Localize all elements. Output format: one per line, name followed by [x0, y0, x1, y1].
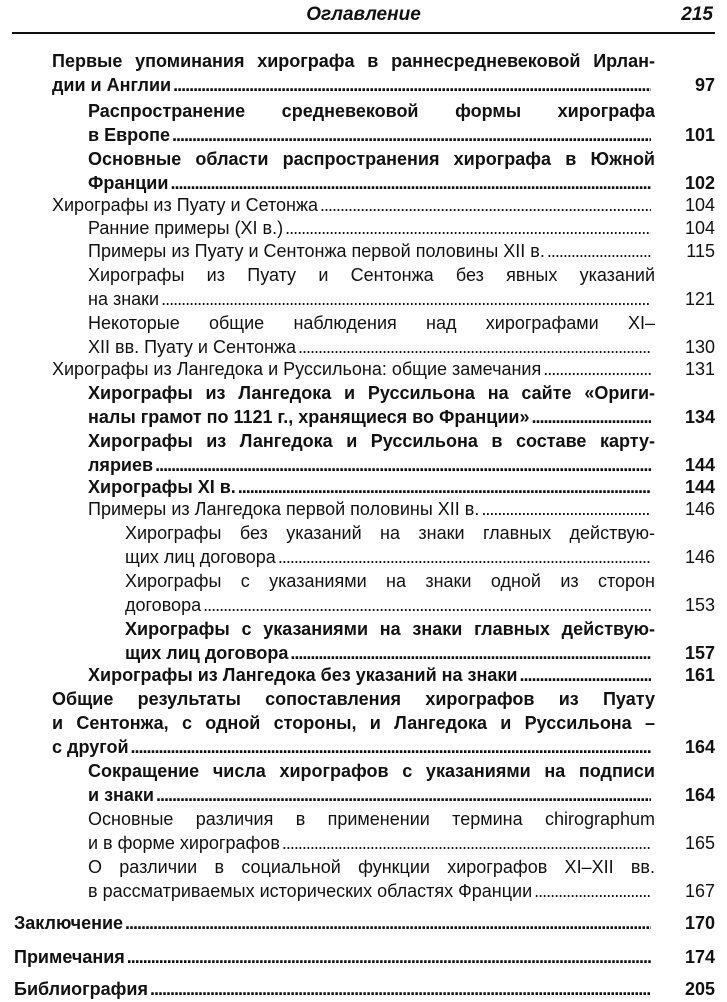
toc-entry-text: Примеры из Лангедока первой половины XII в. — [88, 499, 480, 519]
toc-entry-text: договора — [125, 595, 202, 615]
toc-page-number: 153 — [684, 595, 715, 615]
toc-page-number: 144 — [684, 477, 715, 497]
dot-leader — [481, 498, 651, 520]
toc-entry-text: Франции — [88, 173, 169, 193]
toc-entry-line — [88, 288, 655, 312]
toc-entry-text: и в форме хирографов — [88, 833, 280, 853]
toc-entry — [52, 358, 655, 382]
toc-page-number: 167 — [684, 881, 715, 901]
dot-leader — [534, 880, 651, 902]
toc-entry-line — [88, 217, 655, 241]
toc-entry-line — [52, 688, 655, 712]
toc-entry-line — [88, 382, 655, 406]
toc-entry — [88, 760, 655, 808]
toc-entry — [88, 312, 655, 360]
toc-entry — [88, 476, 655, 500]
toc-entry-line — [88, 880, 655, 904]
toc-entry — [88, 240, 655, 264]
toc-page-number: 174 — [684, 947, 715, 967]
toc-entry-text: Библиография — [14, 979, 148, 999]
dot-leader — [298, 336, 651, 358]
toc-entry — [88, 100, 655, 148]
toc-entry-line — [88, 808, 655, 832]
toc-page-number: 131 — [684, 359, 715, 379]
toc-entry-text: Хирографы из Пуату и Сетонжа — [52, 195, 319, 215]
dot-leader — [156, 784, 651, 806]
dot-leader — [547, 240, 651, 262]
toc-entry — [52, 50, 655, 98]
toc-entry-line — [88, 100, 655, 124]
toc-entry-text: Хирографы XI в. — [88, 477, 236, 497]
toc-entry-line — [88, 312, 655, 336]
toc-entry-line — [125, 546, 655, 570]
toc-page-number: 104 — [684, 218, 715, 238]
toc-entry-line — [52, 736, 655, 760]
toc-entry — [88, 856, 655, 904]
dot-leader — [170, 172, 651, 194]
dot-leader — [285, 217, 651, 239]
dot-leader — [173, 74, 651, 96]
toc-entry-text: в рассматриваемых исторических областях Франции — [88, 881, 533, 901]
dot-leader — [320, 194, 651, 216]
toc-entry-line — [88, 784, 655, 808]
toc-entry — [14, 978, 655, 1002]
toc-entry-text: Основные различия в применении термина chirographum — [88, 809, 655, 829]
toc-entry-text: Ранние примеры (XI в.) — [88, 218, 284, 238]
toc-entry-text: Хирографы из Лангедока и Руссильона на сайте «Ориги- — [88, 383, 655, 403]
toc-entry-line — [125, 618, 655, 642]
toc-entry-line — [125, 522, 655, 546]
toc-entry-text: Хирографы из Пуату и Сентонжа без явных указаний — [88, 265, 655, 285]
toc-entry-line — [14, 978, 655, 1002]
toc-entry-line — [88, 476, 655, 500]
toc-entry-line — [125, 642, 655, 666]
toc-entry-text: в Европе — [88, 125, 171, 145]
toc-entry-line — [88, 406, 655, 430]
toc-entry-text: Распространение средневековой формы хирографа — [88, 101, 655, 121]
toc-page-number: 170 — [684, 913, 715, 933]
toc-entry — [52, 194, 655, 218]
toc-entry — [88, 808, 655, 856]
toc-entry — [125, 570, 655, 618]
dot-leader — [150, 978, 651, 1000]
toc-entry-line — [88, 124, 655, 148]
toc-entry-line — [88, 664, 655, 688]
toc-entry-text: Некоторые общие наблюдения над хирографами XI– — [88, 313, 655, 333]
toc-entry-text: дии и Англии — [52, 75, 172, 95]
toc-entry-line — [88, 832, 655, 856]
dot-leader — [531, 406, 651, 428]
toc-entry-text: и Сентонжа, с одной стороны, и Лангедока и Руссильона – — [52, 713, 655, 733]
toc-entry-line — [88, 148, 655, 172]
toc-page-number: 165 — [684, 833, 715, 853]
toc-page-number: 97 — [694, 75, 715, 95]
toc-entry-line — [88, 760, 655, 784]
toc-entry-line — [88, 856, 655, 880]
toc-entry-text: XII вв. Пуату и Сентонжа — [88, 337, 296, 357]
toc-entry-line — [52, 712, 655, 736]
dot-leader — [155, 454, 651, 476]
dot-leader — [131, 736, 651, 758]
toc-entry-text: на знаки — [88, 289, 160, 309]
toc-entry-line — [52, 50, 655, 74]
toc-entry-line — [125, 570, 655, 594]
toc-entry-line — [88, 172, 655, 196]
toc-entry-line — [52, 358, 655, 382]
dot-leader — [278, 546, 651, 568]
dot-leader — [282, 832, 651, 854]
toc-entry — [14, 946, 655, 970]
toc-page-number: 205 — [684, 979, 715, 999]
toc-page-number: 144 — [684, 455, 715, 475]
toc-entry — [88, 264, 655, 312]
toc-entry-text: ляриев — [88, 455, 154, 475]
dot-leader — [125, 912, 651, 934]
toc-entry — [125, 522, 655, 570]
toc-entry-text: щих лиц договора — [125, 643, 289, 663]
toc-entry-text: Сокращение числа хирографов с указаниями на подписи — [88, 761, 655, 781]
toc-entry-line — [88, 498, 655, 522]
toc-entry — [88, 382, 655, 430]
toc-entry-text: с другой — [52, 737, 129, 757]
toc-entry-line — [52, 74, 655, 98]
toc-entry-line — [14, 946, 655, 970]
page-number: 215 — [681, 4, 713, 25]
toc-entry — [52, 688, 655, 760]
toc-entry — [88, 217, 655, 241]
toc-page-number: 146 — [684, 499, 715, 519]
toc-entry-line — [14, 912, 655, 936]
dot-leader — [203, 594, 651, 616]
dot-leader — [290, 642, 651, 664]
toc-entry — [125, 618, 655, 666]
toc-entry-line — [125, 594, 655, 618]
toc-entry-text: Основные области распространения хирографа в Южной — [88, 149, 655, 169]
toc-page-number: 104 — [684, 195, 715, 215]
toc-entry — [88, 430, 655, 478]
toc-page-number: 134 — [684, 407, 715, 427]
toc-page-number: 161 — [684, 665, 715, 685]
toc-entry-line — [52, 194, 655, 218]
toc-entry-line — [88, 264, 655, 288]
toc-entry-text: Хирографы с указаниями на знаки главных действую- — [125, 619, 655, 639]
toc-page-number: 146 — [684, 547, 715, 567]
dot-leader — [543, 358, 651, 380]
dot-leader — [519, 664, 651, 686]
toc-entry-text: Заключение — [14, 913, 124, 933]
dot-leader — [161, 288, 651, 310]
dot-leader — [172, 124, 651, 146]
dot-leader — [127, 946, 651, 968]
dot-leader — [238, 476, 651, 498]
toc-entry-text: Хирографы без указаний на знаки главных действую- — [125, 523, 655, 543]
toc-entry-text: щих лиц договора — [125, 547, 276, 567]
toc-entry-text: налы грамот по 1121 г., хранящиеся во Франции» — [88, 407, 530, 427]
toc-page-number: 115 — [686, 241, 715, 261]
toc-entry — [88, 148, 655, 196]
toc-page-number: 101 — [684, 125, 715, 145]
toc-entry-line — [88, 240, 655, 264]
toc-entry — [14, 912, 655, 936]
toc-entry — [88, 498, 655, 522]
toc-entry-text: и знаки — [88, 785, 154, 805]
toc-entry-text: Примеры из Пуату и Сентонжа первой половины XII в. — [88, 241, 545, 261]
toc-entry-line — [88, 430, 655, 454]
toc-entry-text: Примечания — [14, 947, 125, 967]
toc-entry-text: Хирографы с указаниями на знаки одной из сторон — [125, 571, 655, 591]
toc-page-number: 157 — [684, 643, 715, 663]
toc-entry-line — [88, 454, 655, 478]
toc-entry-text: Первые упоминания хирографа в раннесредневековой Ирлан- — [52, 51, 655, 71]
toc-entry — [88, 664, 655, 688]
toc-entry-text: Хирографы из Лангедока без указаний на знаки — [88, 665, 518, 685]
toc-entry-text: О различии в социальной функции хирографов XI–XII вв. — [88, 857, 655, 877]
toc-entry-text: Хирографы из Лангедока и Руссильона в составе карту- — [88, 431, 655, 451]
toc-page-number: 121 — [684, 289, 715, 309]
toc-entry-text: Общие результаты сопоставления хирографов из Пуату — [52, 689, 655, 709]
toc-page-number: 164 — [684, 737, 715, 757]
page-title: Оглавление — [306, 4, 421, 25]
toc-page-number: 164 — [684, 785, 715, 805]
toc-entry-line — [88, 336, 655, 360]
toc-entry-text: Хирографы из Лангедока и Руссильона: общие замечания — [52, 359, 542, 379]
toc-page-number: 102 — [684, 173, 715, 193]
toc-page-number: 130 — [684, 337, 715, 357]
